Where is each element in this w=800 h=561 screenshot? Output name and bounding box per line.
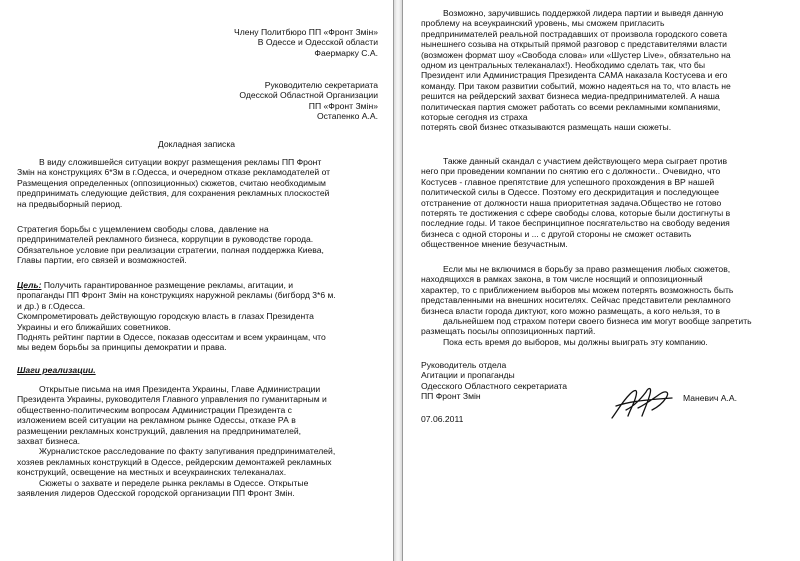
text-line: которые сегодня из страха <box>421 112 528 123</box>
text-line: Президента Украины, руководителя Главного управления по гуманитарным и <box>17 394 327 405</box>
paragraph-right-2 <box>421 156 730 250</box>
goal-line: пропаганды ПП Фронт Змін на конструкциях наружной рекламы (бигборд 3*6 м. <box>17 290 336 301</box>
text-line: изложением всей ситуации на рекламном рынке Одессы, отказе РА в <box>17 415 296 426</box>
text-line: Если мы не включимся в борьбу за право размещения любых сюжетов, <box>443 264 731 274</box>
goal-line: Скомпрометировать действующую городскую власть в глазах Президента <box>17 311 314 322</box>
text-line: него при проведении компании по снятию его с должности.. Очевидно, что <box>421 166 721 177</box>
steps-section <box>17 384 335 498</box>
signature-line: Руководитель отдела <box>421 360 507 370</box>
text-line: последние годы. И такое беспринципное посягательство на свободу ведения <box>421 218 730 229</box>
text-line: Стратегия борьбы с ущемлением свободы слова, давление на <box>17 224 269 234</box>
text-line: предпринимать следующие действия, для сохранения рекламных плоскостей <box>17 188 330 199</box>
text-line: решится на рейдерский захват бизнеса медиа-предпринимателей. А наша <box>421 91 720 102</box>
addressee-line: ПП «Фронт Змін» <box>308 100 378 111</box>
text-line: заявления лидеров Одесской городской организации ПП Фронт Змін. <box>17 488 295 499</box>
text-line: предпринимателей рекламного бизнеса, коррупции в руководстве города. <box>17 234 314 245</box>
addressee-line: Члену Политбюро ПП «Фронт Змін» <box>234 27 378 37</box>
goal-line: Поднять рейтинг партии в Одессе, показав одесситам и всем украинцам, что <box>17 332 326 343</box>
addressee-block-1 <box>150 27 378 58</box>
left-page-edge <box>393 0 394 561</box>
text-line: потерять свой бизнес отказываются размещать наши сюжеты. <box>421 122 672 133</box>
goal-label: Цель: <box>17 280 42 290</box>
signature-line: Агитации и пропаганды <box>421 370 515 381</box>
addressee-block-2 <box>150 80 378 122</box>
text-line: хозяев рекламных конструкций в Одессе, рейдерским демонтажей рекламных <box>17 456 332 467</box>
text-line: находящихся в рамках закона, в том числе носящий и оппозиционный <box>421 274 703 285</box>
date-text: 07.06.2011 <box>421 414 464 424</box>
text-line: Президент или Администрация Президента САМА наказала Костусева и его <box>421 70 728 81</box>
right-page <box>403 0 800 561</box>
text-line: конструкций, освещение на местных и всеукраинских телеканалах. <box>17 467 287 478</box>
text-line: общественно-политическим вопросам Администрации Президента с <box>17 404 292 415</box>
addressee-line: Руководителю секретариата <box>264 80 378 90</box>
text-line: отстранение от должности наша приоритетная задача.Общество не готово <box>421 197 722 208</box>
text-line: Открытые письма на имя Президента Украины, Главе Администрации <box>39 384 321 394</box>
goal-section <box>17 280 336 353</box>
handwritten-signature <box>608 380 678 424</box>
goal-line: Украины и его ближайших советников. <box>17 321 171 332</box>
addressee-line: Одесской Областной Организации <box>239 90 378 101</box>
signature-block <box>421 360 567 402</box>
document-title <box>0 139 393 149</box>
paragraph-right-3 <box>421 264 752 347</box>
goal-line: мы ведем борьбы за принципы демократии и права. <box>17 342 227 353</box>
paragraph-intro <box>17 157 330 209</box>
sign-name-text: Маневич А.А. <box>683 393 738 403</box>
addressee-line: В Одессе и Одесской области <box>257 37 378 48</box>
text-line: размещении рекламных конструкций, давления на предпринимателей, <box>17 425 302 436</box>
text-line: размещать посылы оппозиционных партий. <box>421 326 596 337</box>
text-line: Журналистское расследование по факту запугивания предпринимателей, <box>39 446 336 457</box>
text-line: Размещения определенных (оппозиционных) сюжетов, считаю необходимым <box>17 177 326 188</box>
text-line: политической силы в Одессе. Поэтому его дескридитация и последующее <box>421 187 720 198</box>
text-line: Главы партии, его связей и возможностей. <box>17 255 187 266</box>
text-line: Также данный скандал с участием действующего мера сыграет против <box>443 156 728 166</box>
text-line: В виду сложившейся ситуации вокруг размещения рекламы ПП Фронт <box>39 157 322 167</box>
text-line: Костусев - главное препятствие для успешного прохождения в ВР нашей <box>421 176 715 187</box>
text-line: представленными на внешних носителях. Сейчас представители рекламного <box>421 295 731 306</box>
text-line: бизнеса с одной стороны и ... с другой стороны не сможет оставить <box>421 228 692 239</box>
text-line: Пока есть время до выборов, мы должны выиграть эту компанию. <box>443 336 708 347</box>
text-line: захват бизнеса. <box>17 436 81 447</box>
text-line: одном из центральных телеканалах!). Необходимо сделать так, что бы <box>421 60 706 71</box>
goal-line: и др.) в г.Одесса. <box>17 300 86 311</box>
goal-text: Получить гарантированное размещение рекламы, агитации, и <box>41 280 294 290</box>
paragraph-strategy <box>17 224 324 266</box>
goal-line <box>17 280 336 290</box>
steps-heading <box>17 365 96 375</box>
title-text: Докладная записка <box>157 139 236 149</box>
paragraph-right-1 <box>421 8 731 133</box>
text-line: Сюжеты о захвате и переделе рынка рекламы в Одессе. Открытые <box>39 477 309 488</box>
addressee-line: Остапенко А.А. <box>316 111 378 122</box>
text-line: характер, то с приближением выборов мы можем потерять возможность быть <box>421 284 734 295</box>
text-line: Змін на конструкциях 6*3м в г.Одесса, и очередном отказе рекламодателей от <box>17 167 331 178</box>
text-line: общественное мнение безучастным. <box>421 239 568 250</box>
left-page <box>0 0 393 561</box>
steps-label: Шаги реализации. <box>17 365 96 375</box>
text-line: проблему на всеукраинский уровень, мы сможем пригласить <box>421 18 665 29</box>
signatory-name <box>683 393 737 403</box>
text-line: (возможен формат шоу «Свобода слова» или «Шустер Live», обязательно на <box>421 49 731 60</box>
text-line: Обязательное условие при реализации стратегии, полная поддержка Киева, <box>17 244 324 255</box>
text-line: потерять те достижения с сфере свободы слова, которые были достигнуты в <box>421 208 731 219</box>
text-line: нынешнего созыва на открытый прямой разговор с представителями власти <box>421 39 727 50</box>
text-line: политическая партия сможет работать со всеми рекламными компаниями, <box>421 101 721 112</box>
document-date <box>421 414 463 424</box>
text-line: Возможно, заручившись поддержкой лидера партии и выведя данную <box>443 8 724 18</box>
signature-line: ПП Фронт Змін <box>421 391 481 402</box>
text-line: команду. При таком развитии событий, можно надеяться на то, что власть не <box>421 80 731 91</box>
text-line: на предвыборный период. <box>17 198 123 209</box>
text-line: дальнейшем под страхом потери своего бизнеса им могут вообще запретить <box>443 316 752 327</box>
text-line: предпринимателей реальной пострадавших от произвола городского совета <box>421 28 728 39</box>
signature-line: Одесского Областного секретариата <box>421 380 568 391</box>
addressee-line: Фаермарку С.А. <box>314 47 378 58</box>
text-line: бизнеса власти города диктуют, кого можно размещать, а кого нельзя, то в <box>421 305 721 316</box>
